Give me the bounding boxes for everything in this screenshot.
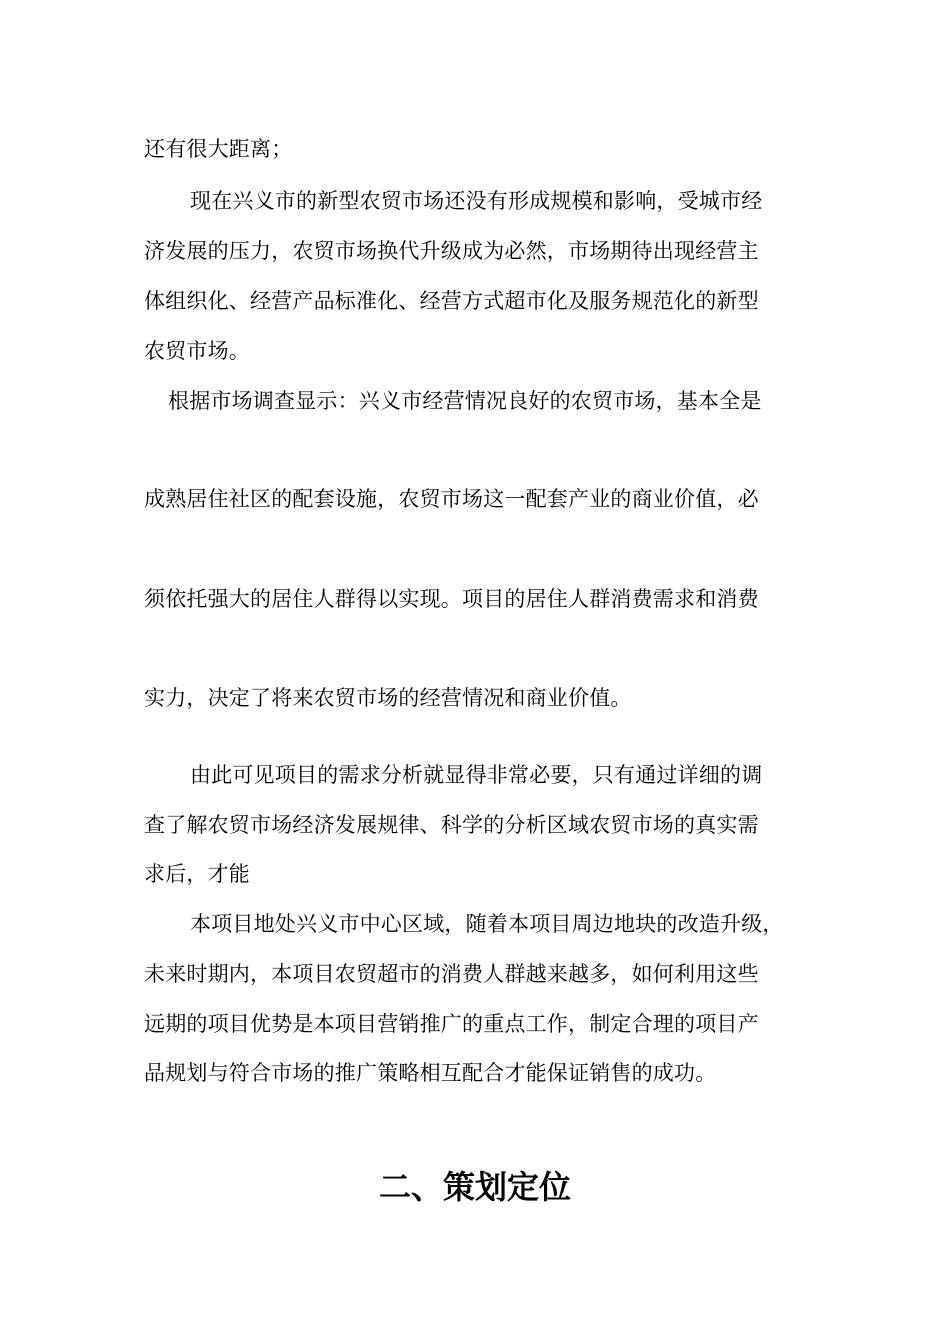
text-line: 由此可见项目的需求分析就显得非常必要，只有通过详细的调 [190, 763, 763, 787]
text-line: 未来时期内，本项目农贸超市的消费人群越来越多，如何利用这些 [144, 962, 759, 986]
text-line: 实力，决定了将来农贸市场的经营情况和商业价值。 [144, 686, 632, 710]
text-line: 成熟居住社区的配套设施，农贸市场这一配套产业的商业价值，必 [144, 487, 759, 511]
text-line: 查了解农贸市场经济发展规律、科学的分析区域农贸市场的真实需 [144, 813, 759, 837]
text-line: 体组织化、经营产品标准化、经营方式超市化及服务规范化的新型 [144, 289, 759, 313]
text-line: 还有很大距离； [144, 137, 293, 161]
text-line: 根据市场调查显示：兴义市经营情况良好的农贸市场，基本全是 [168, 389, 762, 413]
text-line: 求后，才能 [144, 862, 250, 886]
text-line: 现在兴义市的新型农贸市场还没有形成规模和影响，受城市经 [190, 189, 763, 213]
section-heading: 二、策划定位 [378, 1168, 571, 1206]
text-line: 农贸市场。 [144, 339, 250, 363]
text-line: 本项目地处兴义市中心区域，随着本项目周边地块的改造升级， [190, 912, 784, 936]
text-line: 须依托强大的居住人群得以实现。项目的居住人群消费需求和消费 [144, 587, 759, 611]
text-line: 远期的项目优势是本项目营销推广的重点工作，制定合理的项目产 [144, 1012, 759, 1036]
text-line: 品规划与符合市场的推广策略相互配合才能保证销售的成功。 [144, 1061, 717, 1085]
text-line: 济发展的压力，农贸市场换代升级成为必然，市场期待出现经营主 [144, 239, 759, 263]
